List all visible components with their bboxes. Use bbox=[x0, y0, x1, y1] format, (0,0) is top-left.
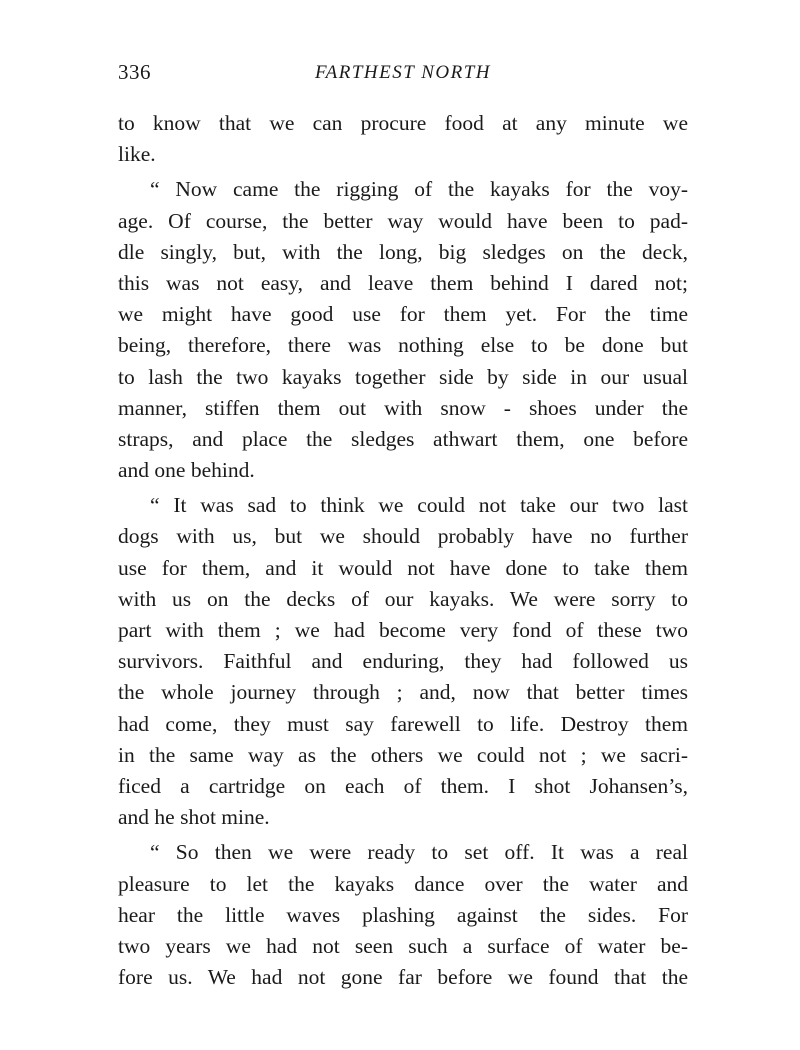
text-line: dle singly, but, with the long, big sledges on the deck, bbox=[118, 239, 688, 264]
text-line: with us on the decks of our kayaks. We were sorry to bbox=[118, 586, 688, 611]
book-title: FARTHEST NORTH bbox=[314, 62, 492, 83]
text-line: fore us. We had not gone far before we found that the bbox=[118, 965, 688, 990]
text-line: use for them, and it would not have done to take them bbox=[118, 555, 688, 580]
body-text bbox=[118, 108, 688, 993]
text-line: and he shot mine. bbox=[118, 805, 270, 830]
text-line: being, therefore, there was nothing else to be done but bbox=[118, 333, 688, 358]
paragraph bbox=[118, 490, 688, 833]
text-line: dogs with us, but we should probably have no further bbox=[118, 524, 688, 549]
text-line: to know that we can procure food at any minute we bbox=[118, 111, 688, 135]
text-line: hear the little waves plashing against the sides. For bbox=[118, 902, 688, 927]
text-line: age. Of course, the better way would have been to pad- bbox=[118, 208, 688, 233]
text-line: this was not easy, and leave them behind I dared not; bbox=[118, 270, 688, 295]
text-line: in the same way as the others we could not ; we sacri- bbox=[118, 742, 688, 767]
paragraph bbox=[118, 108, 688, 170]
paragraph bbox=[118, 174, 688, 486]
text-line: we might have good use for them yet. For the time bbox=[118, 302, 688, 327]
text-line: ficed a cartridge on each of them. I shot Johansen’s, bbox=[118, 773, 688, 798]
text-line: to lash the two kayaks together side by side in our usual bbox=[118, 364, 688, 389]
text-line: had come, they must say farewell to life. Destroy them bbox=[118, 711, 688, 736]
text-line: two years we had not seen such a surface of water be- bbox=[118, 933, 688, 958]
paragraph bbox=[118, 837, 688, 993]
text-line: straps, and place the sledges athwart them, one before bbox=[118, 426, 688, 451]
text-line: part with them ; we had become very fond of these two bbox=[118, 618, 688, 642]
text-line: survivors. Faithful and enduring, they had followed us bbox=[118, 649, 688, 674]
running-head bbox=[118, 60, 688, 90]
text-line: pleasure to let the kayaks dance over the water and bbox=[118, 871, 688, 896]
text-line: “ Now came the rigging of the kayaks for the voy- bbox=[150, 177, 688, 202]
text-line: “ It was sad to think we could not take our two last bbox=[150, 493, 688, 518]
text-line: the whole journey through ; and, now that better times bbox=[118, 680, 688, 705]
text-line: like. bbox=[118, 142, 156, 167]
text-line: manner, stiffen them out with snow - shoes under the bbox=[118, 395, 688, 420]
page-number: 336 bbox=[118, 60, 151, 84]
text-line: “ So then we were ready to set off. It was a real bbox=[150, 840, 688, 865]
text-line: and one behind. bbox=[118, 458, 255, 483]
